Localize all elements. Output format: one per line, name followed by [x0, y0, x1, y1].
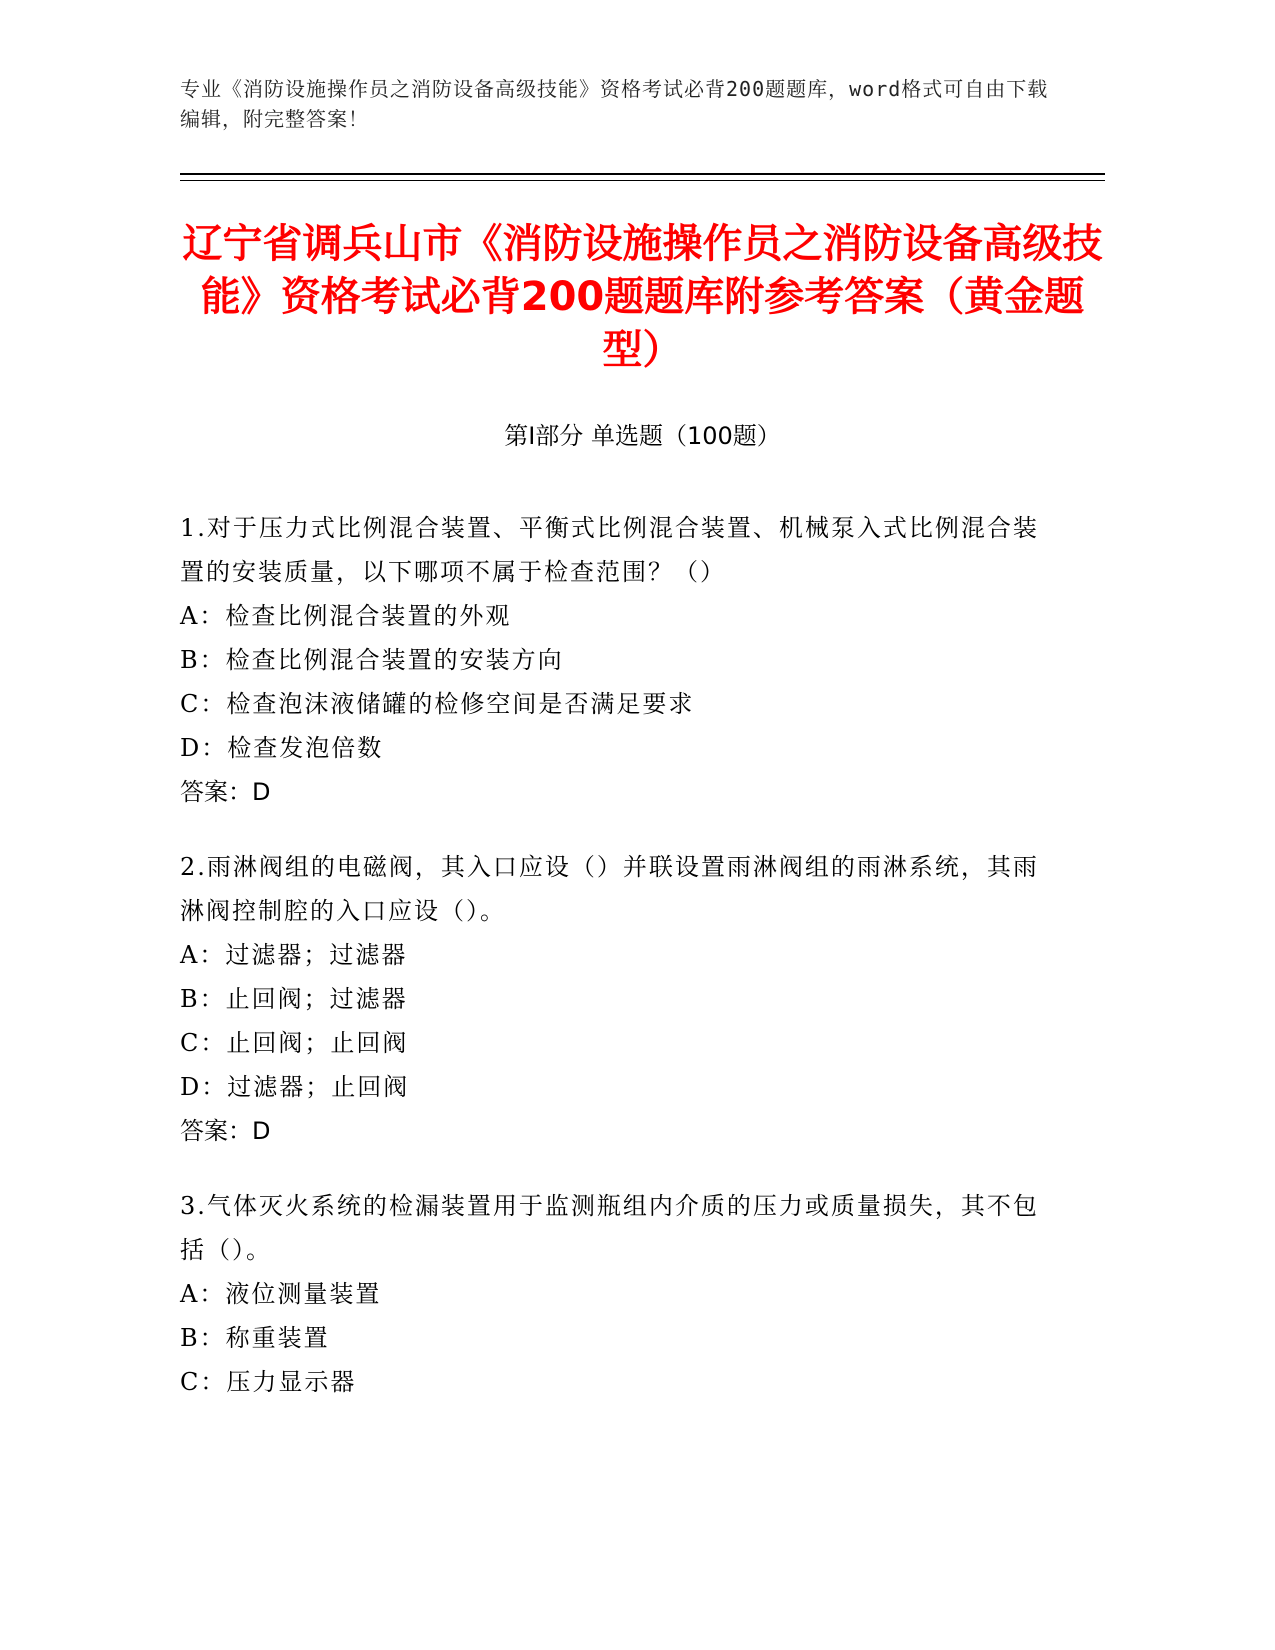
question-answer: 答案：D: [180, 1117, 271, 1145]
header-note: 专业《消防设施操作员之消防设备高级技能》资格考试必背200题题库，word格式可自由下载编辑，附完整答案！: [180, 77, 1049, 131]
question-option-a: A：过滤器；过滤器: [180, 941, 408, 969]
question-option-d: D：过滤器；止回阀: [180, 1073, 410, 1101]
question-option-c: C：检查泡沫液储罐的检修空间是否满足要求: [180, 690, 695, 718]
header-divider-thin: [180, 180, 1105, 181]
question-stem: 3.气体灭火系统的检漏装置用于监测瓶组内介质的压力或质量损失，其不包括（）。: [180, 1192, 1039, 1264]
question-stem: 1.对于压力式比例混合装置、平衡式比例混合装置、机械泵入式比例混合装置的安装质量，以下哪项不属于检查范围？（）: [180, 514, 1039, 586]
question-2: [180, 845, 1050, 1153]
header-divider-thick: [180, 173, 1105, 175]
question-list: [180, 506, 1050, 1435]
question-1: [180, 506, 1050, 814]
question-answer: 答案：D: [180, 778, 271, 806]
section-title: 第Ⅰ部分 单选题（100题）: [504, 422, 781, 450]
question-option-a: A：液位测量装置: [180, 1280, 382, 1308]
document-title: 辽宁省调兵山市《消防设施操作员之消防设备高级技能》资格考试必背200题题库附参考答案（黄金题型）: [182, 221, 1103, 373]
question-option-d: D：检查发泡倍数: [180, 734, 384, 762]
question-stem: 2.雨淋阀组的电磁阀，其入口应设（）并联设置雨淋阀组的雨淋系统，其雨淋阀控制腔的入口应设（）。: [180, 853, 1039, 925]
question-option-b: B：检查比例混合装置的安装方向: [180, 646, 564, 674]
question-option-a: A：检查比例混合装置的外观: [180, 602, 512, 630]
question-option-c: C：压力显示器: [180, 1368, 357, 1396]
question-option-b: B：止回阀；过滤器: [180, 985, 408, 1013]
question-3: [180, 1184, 1050, 1404]
question-option-b: B：称重装置: [180, 1324, 330, 1352]
question-option-c: C：止回阀；止回阀: [180, 1029, 409, 1057]
